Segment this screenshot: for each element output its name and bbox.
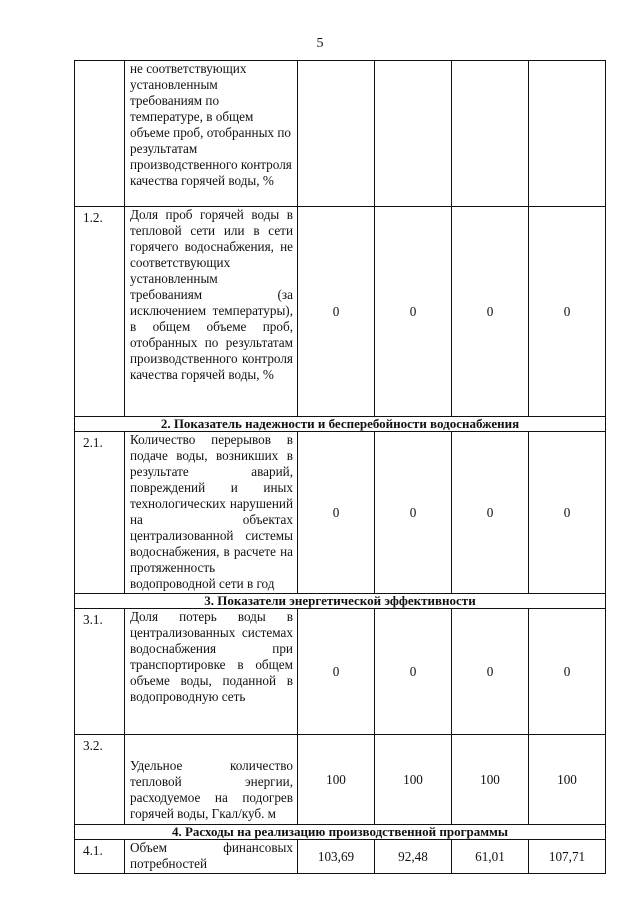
row-value: 0 <box>298 207 375 417</box>
table-row <box>75 735 606 825</box>
page-number: 5 <box>316 36 324 51</box>
section-title: 2. Показатель надежности и бесперебойности водоснабжения <box>75 417 606 432</box>
row-description: Доля потерь воды в централизованных системах водоснабжения при транспортировке в общем объеме воды, поданной в водопроводную сеть <box>125 609 298 735</box>
section-header-row <box>75 825 606 840</box>
row-description: Объем финансовых потребностей <box>125 840 298 874</box>
row-number: 3.2. <box>75 735 125 825</box>
row-number: 4.1. <box>75 840 125 874</box>
row-value: 0 <box>529 207 606 417</box>
row-value: 103,69 <box>298 840 375 874</box>
row-value <box>298 61 375 207</box>
row-value: 100 <box>529 735 606 825</box>
row-description: не соответствующих установленным требованиям по температуре, в общем объеме проб, отобранных по результатам производственного контроля качества горячей воды, % <box>125 61 298 207</box>
row-value: 0 <box>452 432 529 594</box>
row-value: 0 <box>452 609 529 735</box>
row-description: Количество перерывов в подаче воды, возникших в результате аварий, повреждений и иных технологических нарушений на объектах централизованной системы водоснабжения, в расчете на протяженность водопроводной сети в год <box>125 432 298 594</box>
row-description: Доля проб горячей воды в тепловой сети или в сети горячего водоснабжения, не соответствующих установленным требованиям (за исключением температуры), в общем объеме проб, отобранных по результатам производственного контроля качества горячей воды, % <box>125 207 298 417</box>
section-header-row <box>75 417 606 432</box>
row-value: 0 <box>375 432 452 594</box>
table-row <box>75 432 606 594</box>
row-number: 1.2. <box>75 207 125 417</box>
row-value <box>529 61 606 207</box>
row-value: 0 <box>375 207 452 417</box>
row-number <box>75 61 125 207</box>
row-value: 0 <box>298 432 375 594</box>
row-value <box>375 61 452 207</box>
indicators-table <box>74 60 606 874</box>
row-value: 107,71 <box>529 840 606 874</box>
row-value: 92,48 <box>375 840 452 874</box>
row-value: 0 <box>375 609 452 735</box>
row-value: 100 <box>375 735 452 825</box>
table-row <box>75 840 606 874</box>
row-value: 61,01 <box>452 840 529 874</box>
row-number: 3.1. <box>75 609 125 735</box>
row-value <box>452 61 529 207</box>
row-value: 0 <box>529 609 606 735</box>
row-value: 100 <box>452 735 529 825</box>
row-description: Удельное количество тепловой энергии, расходуемое на подогрев горячей воды, Гкал/куб. м <box>125 735 298 825</box>
section-header-row <box>75 594 606 609</box>
row-number: 2.1. <box>75 432 125 594</box>
section-title: 4. Расходы на реализацию производственной программы <box>75 825 606 840</box>
row-value: 0 <box>452 207 529 417</box>
row-value: 0 <box>529 432 606 594</box>
table-row <box>75 207 606 417</box>
table-row <box>75 609 606 735</box>
table-row <box>75 61 606 207</box>
row-value: 0 <box>298 609 375 735</box>
section-title: 3. Показатели энергетической эффективности <box>75 594 606 609</box>
row-value: 100 <box>298 735 375 825</box>
